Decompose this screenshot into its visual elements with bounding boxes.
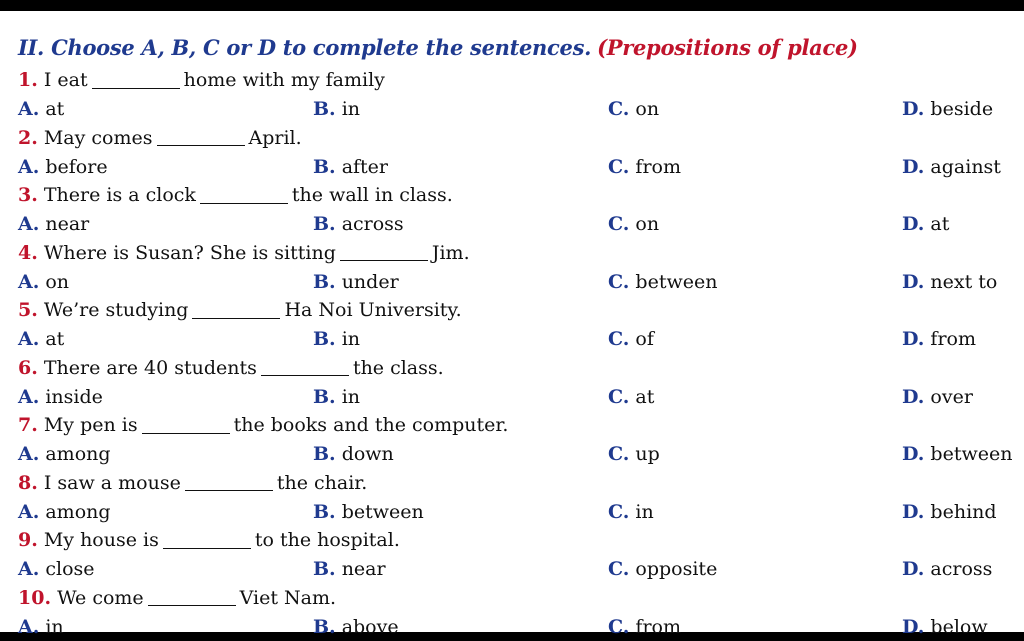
answer-blank[interactable] (340, 244, 428, 261)
sentence-start: I saw a mouse (44, 472, 181, 494)
options-row (0, 613, 1024, 641)
option-c[interactable] (608, 498, 654, 526)
option-letter: D. (902, 328, 924, 350)
option-b[interactable] (313, 325, 360, 353)
question-sentence (18, 526, 400, 554)
option-a[interactable] (18, 95, 64, 123)
option-text: between (635, 271, 717, 293)
option-letter: C. (608, 386, 629, 408)
question-item (0, 124, 1024, 182)
option-text: at (930, 213, 949, 235)
question-number: 10. (18, 587, 51, 609)
options-row (0, 153, 1024, 181)
option-letter: B. (313, 213, 336, 235)
question-list (0, 66, 1024, 641)
option-letter: A. (18, 558, 39, 580)
sentence-end: to the hospital. (255, 529, 400, 551)
question-sentence (18, 584, 336, 612)
sentence-start: We come (57, 587, 144, 609)
option-text: inside (45, 386, 103, 408)
option-c[interactable] (608, 440, 660, 468)
option-text: under (342, 271, 399, 293)
option-letter: D. (902, 213, 924, 235)
option-text: after (342, 156, 388, 178)
option-b[interactable] (313, 555, 386, 583)
option-text: at (635, 386, 654, 408)
option-text: at (45, 328, 64, 350)
option-text: against (930, 156, 1001, 178)
option-d[interactable] (902, 325, 976, 353)
section-heading (18, 35, 858, 60)
option-letter: C. (608, 156, 629, 178)
question-number: 4. (18, 242, 38, 264)
option-d[interactable] (902, 210, 949, 238)
option-text: across (930, 558, 992, 580)
option-a[interactable] (18, 440, 111, 468)
option-letter: B. (313, 98, 336, 120)
option-letter: D. (902, 271, 924, 293)
sentence-start: I eat (44, 69, 88, 91)
option-text: near (45, 213, 89, 235)
option-a[interactable] (18, 613, 64, 641)
option-letter: A. (18, 443, 39, 465)
option-a[interactable] (18, 268, 69, 296)
option-text: in (45, 616, 63, 638)
option-letter: D. (902, 156, 924, 178)
option-letter: A. (18, 386, 39, 408)
heading-topic: (Prepositions of place) (597, 35, 858, 60)
options-row (0, 383, 1024, 411)
option-text: from (635, 156, 681, 178)
sentence-start: We’re studying (44, 299, 189, 321)
question-number: 1. (18, 69, 38, 91)
option-letter: A. (18, 271, 39, 293)
option-letter: D. (902, 443, 924, 465)
sentence-end: the books and the computer. (234, 414, 509, 436)
question-number: 9. (18, 529, 38, 551)
sentence-start: My house is (44, 529, 159, 551)
option-d[interactable] (902, 153, 1001, 181)
sentence-end: the class. (353, 357, 444, 379)
answer-blank[interactable] (92, 72, 180, 89)
option-text: on (635, 98, 659, 120)
option-letter: A. (18, 328, 39, 350)
heading-main: II. Choose A, B, C or D to complete the sentences. (18, 35, 591, 60)
option-letter: B. (313, 271, 336, 293)
option-d[interactable] (902, 268, 997, 296)
option-letter: A. (18, 98, 39, 120)
option-letter: D. (902, 616, 924, 638)
option-b[interactable] (313, 210, 404, 238)
option-text: above (342, 616, 399, 638)
option-letter: A. (18, 213, 39, 235)
option-text: of (635, 328, 653, 350)
option-d[interactable] (902, 440, 1012, 468)
option-c[interactable] (608, 95, 659, 123)
option-letter: A. (18, 501, 39, 523)
option-letter: C. (608, 328, 629, 350)
option-text: beside (930, 98, 993, 120)
option-letter: C. (608, 443, 629, 465)
option-letter: D. (902, 501, 924, 523)
option-text: next to (930, 271, 997, 293)
option-b[interactable] (313, 153, 388, 181)
option-a[interactable] (18, 325, 64, 353)
option-letter: D. (902, 98, 924, 120)
option-text: near (342, 558, 386, 580)
sentence-start: May comes (44, 127, 153, 149)
answer-blank[interactable] (157, 129, 245, 146)
option-c[interactable] (608, 613, 681, 641)
question-number: 6. (18, 357, 38, 379)
question-sentence (18, 181, 453, 209)
answer-blank[interactable] (148, 589, 236, 606)
question-item (0, 239, 1024, 297)
sentence-end: Ha Noi University. (284, 299, 461, 321)
option-text: among (45, 501, 110, 523)
option-letter: C. (608, 616, 629, 638)
option-b[interactable] (313, 613, 399, 641)
option-letter: B. (313, 558, 336, 580)
answer-blank[interactable] (200, 187, 288, 204)
option-letter: B. (313, 328, 336, 350)
option-letter: D. (902, 386, 924, 408)
option-text: down (342, 443, 394, 465)
sentence-end: Viet Nam. (240, 587, 336, 609)
option-text: up (635, 443, 659, 465)
option-c[interactable] (608, 153, 681, 181)
option-c[interactable] (608, 383, 654, 411)
option-text: between (342, 501, 424, 523)
option-text: from (635, 616, 681, 638)
option-b[interactable] (313, 268, 399, 296)
sentence-end: April. (249, 127, 302, 149)
options-row (0, 95, 1024, 123)
option-text: in (342, 328, 360, 350)
question-sentence (18, 239, 470, 267)
option-text: at (45, 98, 64, 120)
option-letter: A. (18, 156, 39, 178)
option-a[interactable] (18, 383, 103, 411)
option-b[interactable] (313, 440, 394, 468)
option-text: on (635, 213, 659, 235)
question-item (0, 296, 1024, 354)
option-b[interactable] (313, 383, 360, 411)
option-text: in (342, 98, 360, 120)
option-a[interactable] (18, 153, 108, 181)
sentence-end: Jim. (432, 242, 470, 264)
option-text: before (45, 156, 107, 178)
options-row (0, 440, 1024, 468)
answer-blank[interactable] (192, 302, 280, 319)
sentence-start: There is a clock (44, 184, 196, 206)
answer-blank[interactable] (163, 532, 251, 549)
option-b[interactable] (313, 498, 424, 526)
question-number: 7. (18, 414, 38, 436)
option-d[interactable] (902, 95, 993, 123)
options-row (0, 268, 1024, 296)
option-a[interactable] (18, 210, 89, 238)
option-text: below (930, 616, 987, 638)
option-text: in (635, 501, 653, 523)
option-a[interactable] (18, 555, 95, 583)
option-letter: C. (608, 271, 629, 293)
option-letter: A. (18, 616, 39, 638)
option-c[interactable] (608, 555, 717, 583)
option-text: close (45, 558, 94, 580)
question-number: 5. (18, 299, 38, 321)
answer-blank[interactable] (261, 359, 349, 376)
options-row (0, 555, 1024, 583)
option-letter: B. (313, 501, 336, 523)
question-sentence (18, 296, 462, 324)
option-c[interactable] (608, 325, 654, 353)
question-item (0, 181, 1024, 239)
option-letter: C. (608, 98, 629, 120)
option-text: between (930, 443, 1012, 465)
option-text: from (930, 328, 976, 350)
option-text: among (45, 443, 110, 465)
option-c[interactable] (608, 268, 717, 296)
option-a[interactable] (18, 498, 111, 526)
option-d[interactable] (902, 555, 992, 583)
option-text: opposite (635, 558, 717, 580)
option-text: behind (930, 501, 996, 523)
sentence-start: Where is Susan? She is sitting (44, 242, 336, 264)
option-b[interactable] (313, 95, 360, 123)
option-letter: D. (902, 558, 924, 580)
options-row (0, 325, 1024, 353)
option-text: in (342, 386, 360, 408)
sentence-end: home with my family (184, 69, 385, 91)
option-letter: C. (608, 501, 629, 523)
option-d[interactable] (902, 613, 988, 641)
option-letter: B. (313, 443, 336, 465)
option-letter: B. (313, 386, 336, 408)
sentence-start: There are 40 students (44, 357, 257, 379)
question-item (0, 584, 1024, 641)
answer-blank[interactable] (142, 417, 230, 434)
question-item (0, 411, 1024, 469)
question-number: 8. (18, 472, 38, 494)
options-row (0, 210, 1024, 238)
answer-blank[interactable] (185, 474, 273, 491)
option-letter: B. (313, 616, 336, 638)
option-letter: C. (608, 558, 629, 580)
option-letter: B. (313, 156, 336, 178)
question-number: 2. (18, 127, 38, 149)
option-c[interactable] (608, 210, 659, 238)
sentence-start: My pen is (44, 414, 138, 436)
question-sentence (18, 124, 302, 152)
option-text: over (930, 386, 973, 408)
sentence-end: the chair. (277, 472, 367, 494)
option-text: across (342, 213, 404, 235)
option-d[interactable] (902, 383, 973, 411)
option-letter: C. (608, 213, 629, 235)
option-text: on (45, 271, 69, 293)
question-item (0, 469, 1024, 527)
question-item (0, 526, 1024, 584)
option-d[interactable] (902, 498, 997, 526)
question-item (0, 66, 1024, 124)
question-number: 3. (18, 184, 38, 206)
worksheet (0, 11, 1024, 632)
question-sentence (18, 66, 385, 94)
question-sentence (18, 411, 508, 439)
sentence-end: the wall in class. (292, 184, 453, 206)
question-sentence (18, 354, 444, 382)
question-item (0, 354, 1024, 412)
question-sentence (18, 469, 367, 497)
options-row (0, 498, 1024, 526)
